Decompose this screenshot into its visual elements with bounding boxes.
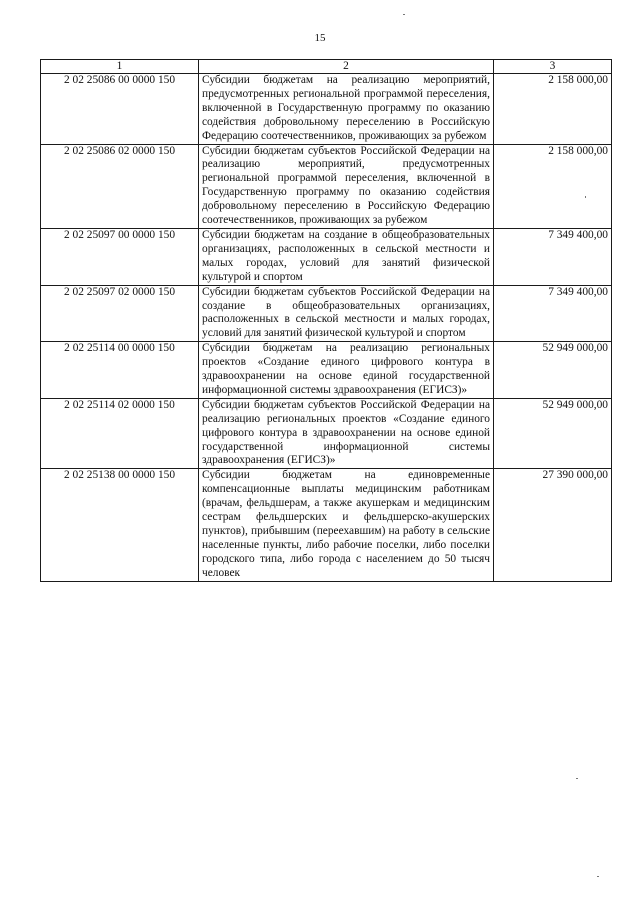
scan-speck xyxy=(403,14,405,15)
amount-cell: 7 349 400,00 xyxy=(494,228,612,285)
amount-cell: 7 349 400,00 xyxy=(494,285,612,342)
budget-code-cell: 2 02 25097 00 0000 150 xyxy=(41,228,199,285)
budget-code-cell: 2 02 25138 00 0000 150 xyxy=(41,469,199,581)
table-header-row xyxy=(41,60,612,74)
description-cell: Субсидии бюджетам на единовременные компенсационные выплаты медицинским работникам (врачам, фельдшерам, а также акушеркам и медицинским сестрам фельдшерских и фельдшерско-акушерских пунктов), прибывшим (переехавшим) на работу в сельские населенные пункты, либо рабочие поселки, либо поселки городского типа, либо города с населением до 50 тысяч человек xyxy=(199,469,494,581)
description-cell: Субсидии бюджетам субъектов Российской Федерации на реализацию мероприятий, предусмотренных региональной программой переселения, включенной в Государственную программу по оказанию содействия добровольному переселению в Российскую Федерацию соотечественников, проживающих за рубежом xyxy=(199,144,494,228)
table-row xyxy=(41,398,612,469)
description-cell: Субсидии бюджетам на создание в общеобразовательных организациях, расположенных в сельской местности и малых городах, условий для занятий физической культурой и спортом xyxy=(199,228,494,285)
budget-code-cell: 2 02 25114 00 0000 150 xyxy=(41,342,199,399)
scan-speck xyxy=(576,778,578,779)
table-row xyxy=(41,285,612,342)
amount-cell: 27 390 000,00 xyxy=(494,469,612,581)
description-cell: Субсидии бюджетам субъектов Российской Федерации на реализацию региональных проектов «Создание единого цифрового контура в здравоохранении на основе единой государственной информационной системы здравоохранения (ЕГИСЗ)» xyxy=(199,398,494,469)
budget-code-cell: 2 02 25086 00 0000 150 xyxy=(41,74,199,145)
amount-cell: 52 949 000,00 xyxy=(494,342,612,399)
scan-speck xyxy=(597,876,599,877)
column-header-code: 1 xyxy=(41,60,199,74)
table-row xyxy=(41,74,612,145)
table-row xyxy=(41,342,612,399)
table-row xyxy=(41,469,612,581)
amount-cell: 2 158 000,00 xyxy=(494,144,612,228)
description-cell: Субсидии бюджетам субъектов Российской Федерации на создание в общеобразовательных организациях, расположенных в сельской местности и малых городах, условий для занятий физической культурой и спортом xyxy=(199,285,494,342)
budget-code-cell: 2 02 25097 02 0000 150 xyxy=(41,285,199,342)
column-header-description: 2 xyxy=(199,60,494,74)
budget-code-cell: 2 02 25114 02 0000 150 xyxy=(41,398,199,469)
budget-revenue-table xyxy=(40,59,612,582)
page-number: 15 xyxy=(314,32,326,44)
table-row xyxy=(41,228,612,285)
table-row xyxy=(41,144,612,228)
column-header-amount: 3 xyxy=(494,60,612,74)
description-cell: Субсидии бюджетам на реализацию мероприятий, предусмотренных региональной программой переселения, включенной в Государственную программу по оказанию содействия добровольному переселению в Российскую Федерацию соотечественников, проживающих за рубежом xyxy=(199,74,494,145)
amount-cell: 52 949 000,00 xyxy=(494,398,612,469)
amount-cell: 2 158 000,00 xyxy=(494,74,612,145)
description-cell: Субсидии бюджетам на реализацию региональных проектов «Создание единого цифрового контура в здравоохранении на основе единой государственной информационной системы здравоохранения (ЕГИСЗ)» xyxy=(199,342,494,399)
scan-speck xyxy=(585,196,586,198)
budget-code-cell: 2 02 25086 02 0000 150 xyxy=(41,144,199,228)
